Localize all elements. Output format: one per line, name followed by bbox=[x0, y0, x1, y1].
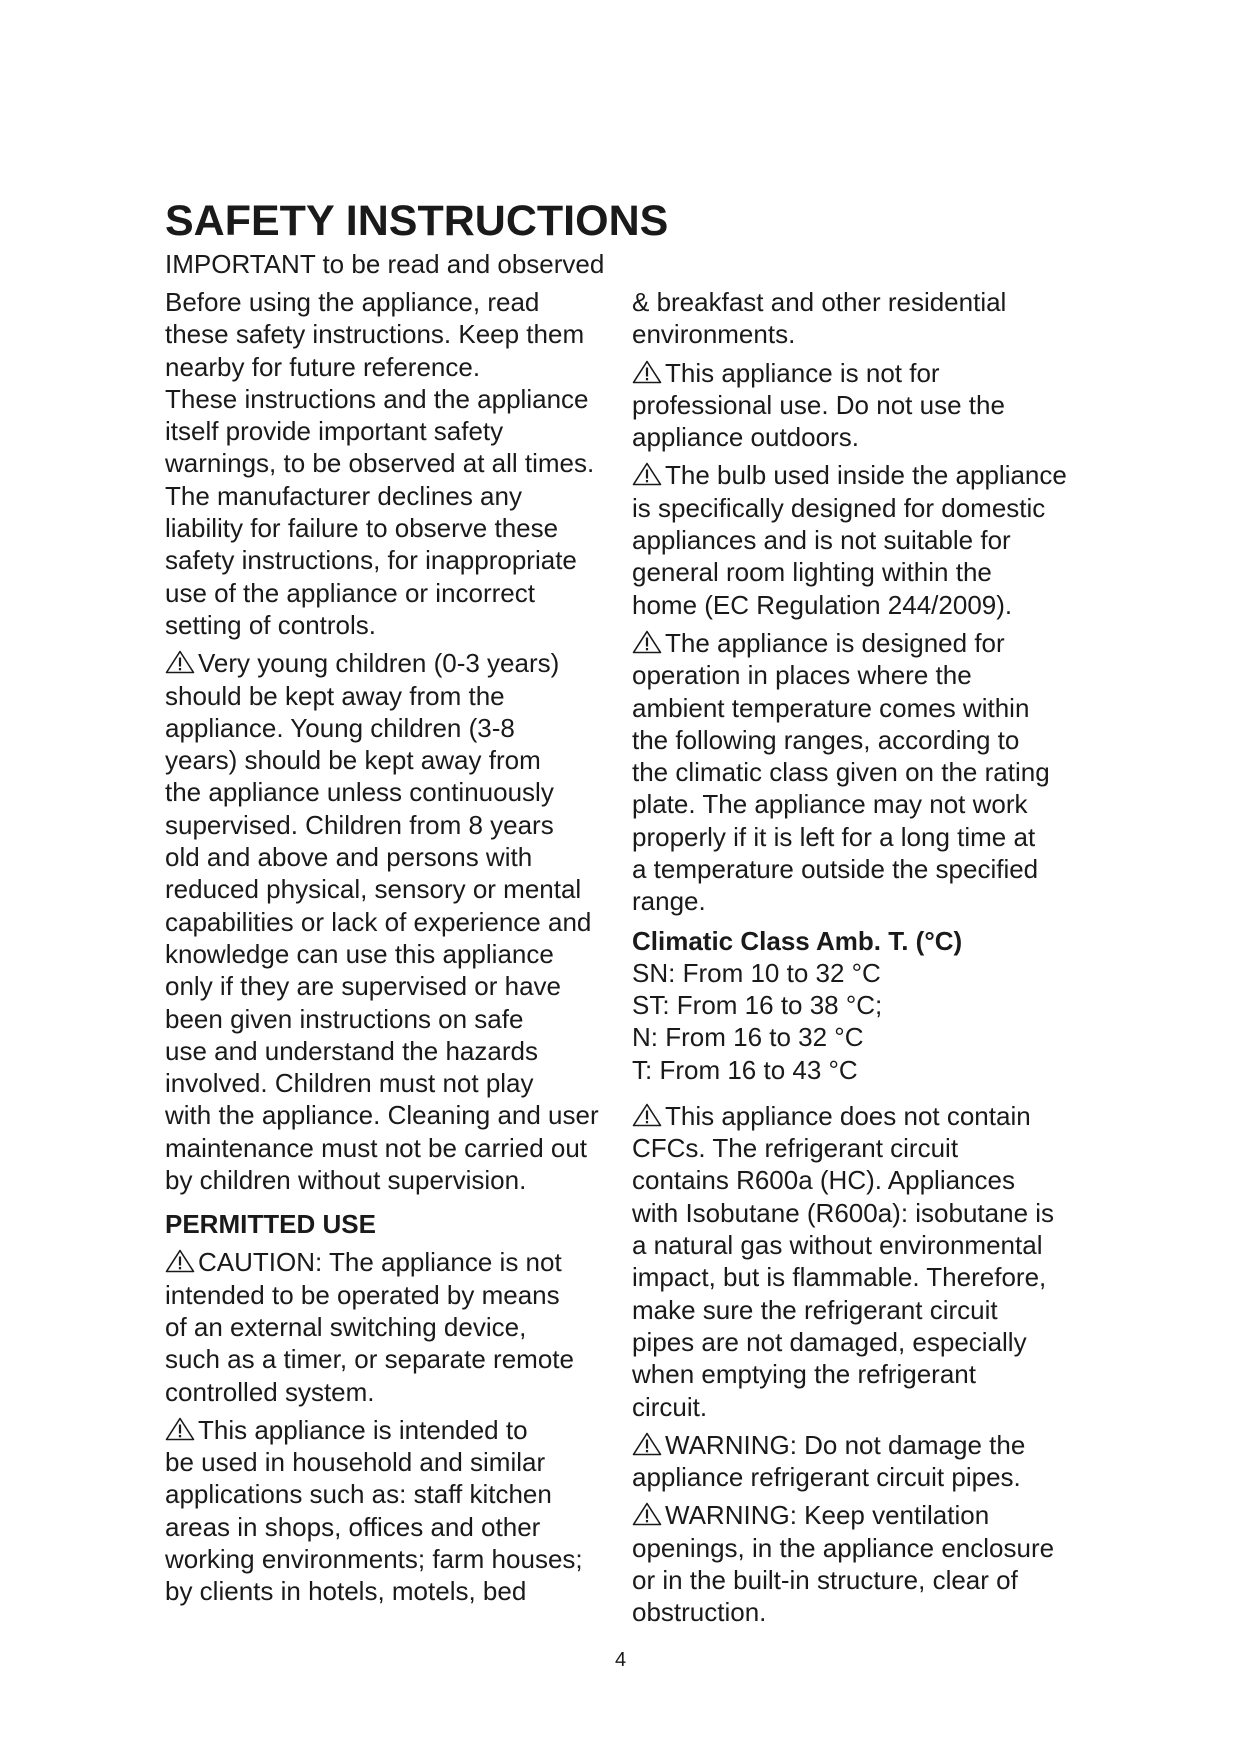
intro-paragraph-2: These instructions and the appliance itself provide important safety warnings, to be observed at all times. The manufacturer declines any liability for failure to observe these safety instructions, for inappropriate use of the appliance or incorrect setting of controls. bbox=[165, 383, 595, 640]
not-professional-paragraph bbox=[632, 357, 1084, 454]
climatic-class-sn: SN: From 10 to 32 °C bbox=[632, 957, 881, 988]
climatic-class-n: N: From 16 to 32 °C bbox=[632, 1022, 864, 1053]
warning-triangle-icon bbox=[632, 360, 662, 384]
bulb-text: The bulb used inside the appliance is specifically designed for domestic appliances and is not suitable for general room lighting within the home (EC Regulation 244/2009). bbox=[632, 460, 1067, 620]
warning-triangle-icon bbox=[632, 1432, 662, 1456]
children-warning bbox=[165, 647, 613, 1196]
warning-triangle-icon bbox=[165, 1417, 195, 1441]
left-column bbox=[165, 286, 613, 1608]
warning-ventilation-paragraph bbox=[632, 1499, 1084, 1628]
not-professional-text: This appliance is not for professional use. Do not use the appliance outdoors. bbox=[632, 357, 1005, 453]
bulb-paragraph bbox=[632, 459, 1084, 620]
cfc-text: This appliance does not contain CFCs. The refrigerant circuit contains R600a (HC). Appliances with Isobutane (R600a): isobutane is a natural gas without environmental impact, but is flammable. Therefore, make sure the refrigerant circuit pipes are not damaged, especially when emptying the refrigerant circuit. bbox=[632, 1100, 1055, 1422]
climate-paragraph bbox=[632, 627, 1084, 918]
right-column bbox=[632, 286, 1084, 1629]
page-subtitle: IMPORTANT to be read and observed bbox=[165, 249, 605, 279]
warning-pipes-paragraph bbox=[632, 1429, 1084, 1494]
page-number: 4 bbox=[614, 1649, 627, 1671]
warning-triangle-icon bbox=[165, 650, 195, 674]
caution-paragraph bbox=[165, 1246, 613, 1407]
warning-ventilation-text: WARNING: Keep ventilation openings, in the appliance enclosure or in the built-in structure, clear of obstruction. bbox=[632, 1500, 1055, 1628]
warning-triangle-icon bbox=[632, 630, 662, 654]
page-title: SAFETY INSTRUCTIONS bbox=[165, 197, 669, 245]
warning-triangle-icon bbox=[632, 1502, 662, 1526]
household-use-paragraph bbox=[165, 1414, 613, 1608]
climatic-class-st: ST: From 16 to 38 °C; bbox=[632, 989, 883, 1020]
permitted-use-heading: PERMITTED USE bbox=[165, 1209, 376, 1240]
warning-triangle-icon bbox=[165, 1249, 195, 1273]
warning-pipes-text: WARNING: Do not damage the appliance refrigerant circuit pipes. bbox=[632, 1429, 1026, 1493]
household-use-continued: & breakfast and other residential environments. bbox=[632, 287, 1007, 350]
household-use-text: This appliance is intended to be used in household and similar applications such as: staff kitchen areas in shops, offices and other working environments; farm houses; by clients in hotels, motels, bed bbox=[165, 1414, 583, 1607]
climate-text: The appliance is designed for operation in places where the ambient temperature comes within the following ranges, according to the climatic class given on the rating plate. The appliance may not work properly if it is left for a long time at a temperature outside the specified range. bbox=[632, 627, 1050, 917]
warning-triangle-icon bbox=[632, 462, 662, 486]
cfc-paragraph bbox=[632, 1100, 1084, 1423]
caution-text: CAUTION: The appliance is not intended to be operated by means of an external switching device, such as a timer, or separate remote controlled system. bbox=[165, 1247, 574, 1407]
climatic-class-heading: Climatic Class Amb. T. (°C) bbox=[632, 925, 963, 956]
climatic-class-t: T: From 16 to 43 °C bbox=[632, 1054, 858, 1085]
warning-triangle-icon bbox=[632, 1103, 662, 1127]
intro-paragraph-1: Before using the appliance, read these safety instructions. Keep them nearby for future reference. bbox=[165, 287, 585, 382]
climatic-class-list bbox=[632, 957, 1084, 1086]
children-warning-text: Very young children (0-3 years) should be kept away from the appliance. Young children (3-8 years) should be kept away from the appliance unless continuously supervised. Children from 8 years old and above and persons with reduced physical, sensory or mental capabilities or lack of experience and knowledge can use this appliance only if they are supervised or have been given instructions on safe use and understand the hazards involved. Children must not play with the appliance. Cleaning and user maintenance must not be carried out by children without supervision. bbox=[165, 648, 599, 1196]
